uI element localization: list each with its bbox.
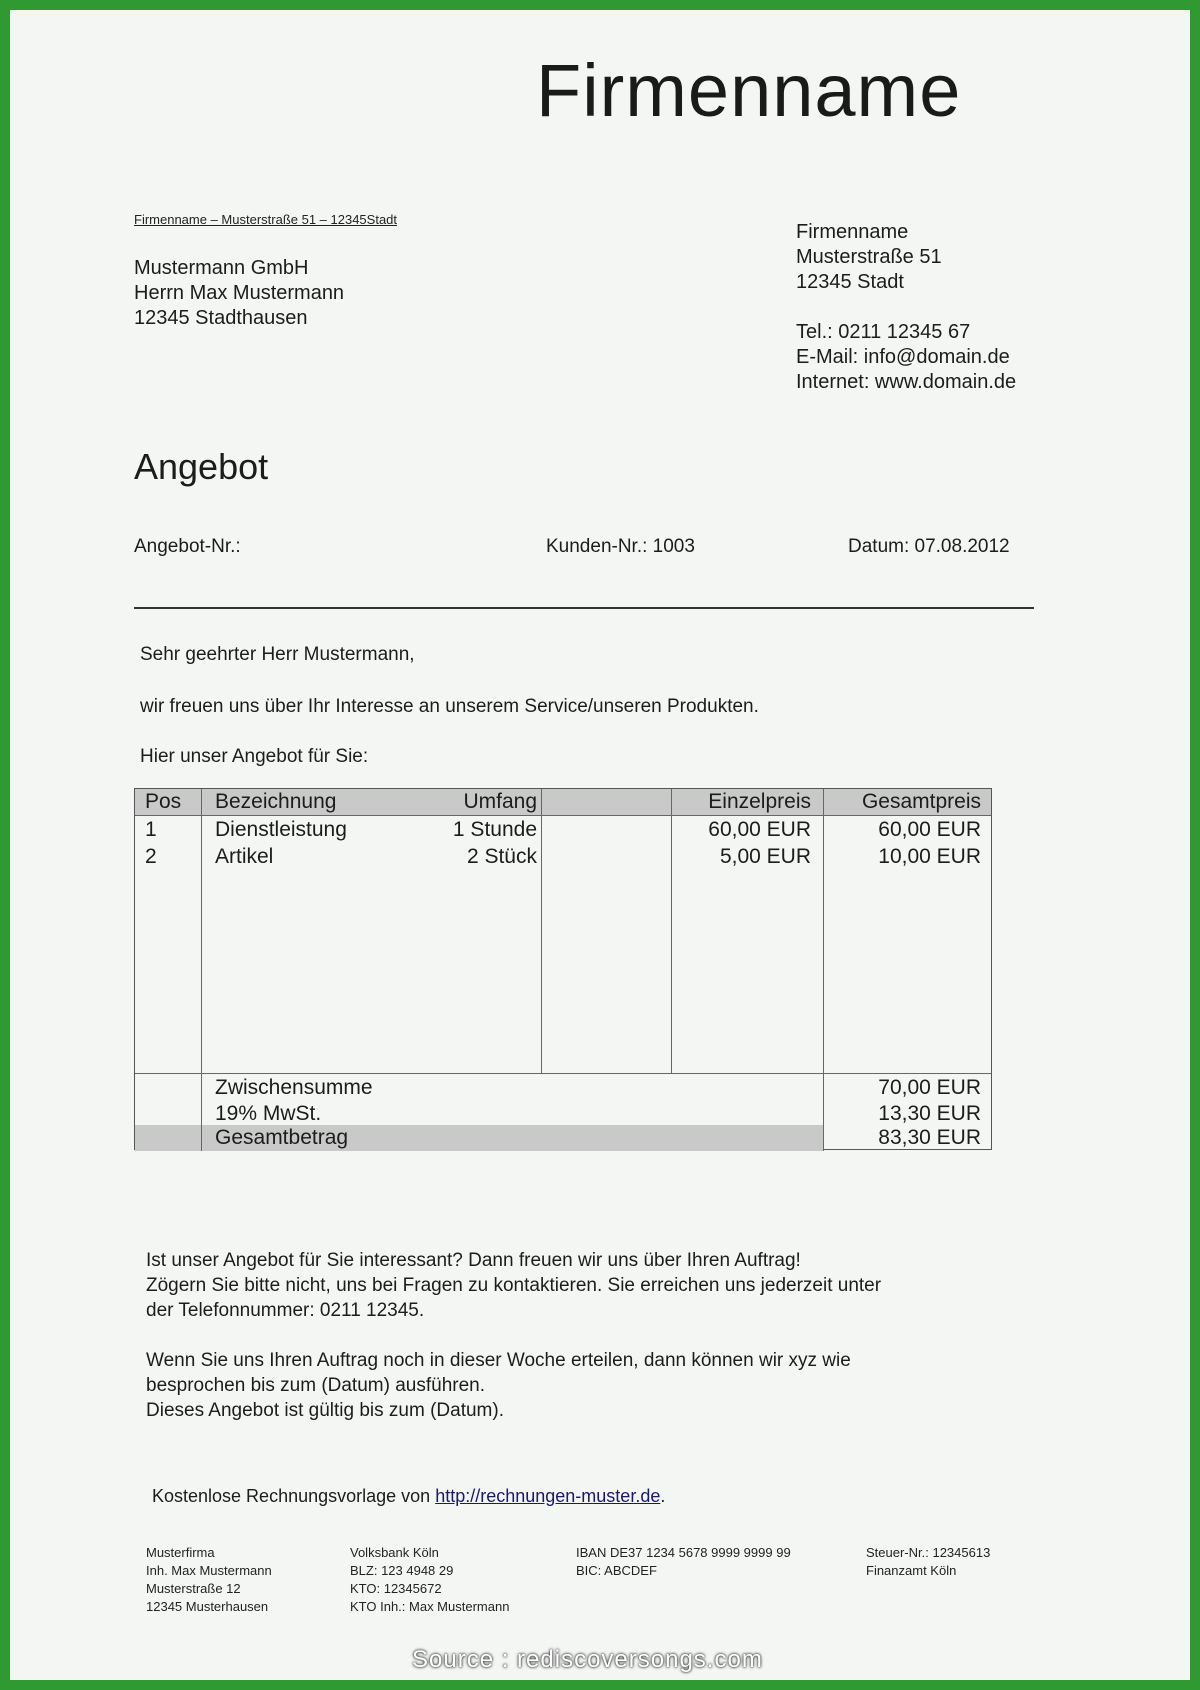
company-address-line: Musterstraße 51 xyxy=(796,246,942,268)
company-email: E-Mail: info@domain.de xyxy=(796,346,1010,368)
total-label: Gesamtbetrag xyxy=(215,1126,349,1149)
footer-company xyxy=(146,1544,272,1616)
credit-link[interactable]: http://rechnungen-muster.de xyxy=(435,1486,661,1506)
row-divider xyxy=(135,1073,991,1074)
customer-number: Kunden-Nr.: 1003 xyxy=(546,536,695,557)
offer-table xyxy=(134,788,992,1150)
document-title: Angebot xyxy=(134,446,269,487)
company-contact xyxy=(796,320,1016,395)
footer-line: KTO: 12345672 xyxy=(350,1581,442,1596)
column-divider xyxy=(201,789,202,1151)
offer-intro: Hier unser Angebot für Sie: xyxy=(140,746,369,767)
company-phone: Tel.: 0211 12345 67 xyxy=(796,321,971,343)
table-header-umfang: Umfang xyxy=(463,790,537,813)
credit-text: Kostenlose Rechnungsvorlage von xyxy=(152,1486,431,1506)
salutation: Sehr geehrter Herr Mustermann, xyxy=(140,644,415,665)
tax-label: 19% MwSt. xyxy=(215,1102,322,1125)
company-title: Firmenname xyxy=(536,49,962,132)
intro-text: wir freuen uns über Ihr Interesse an unserem Service/unseren Produkten. xyxy=(140,696,759,717)
footer-line: IBAN DE37 1234 5678 9999 9999 99 xyxy=(576,1545,791,1560)
table-cell-gesamtpreis: 10,00 EUR xyxy=(878,845,981,868)
offer-number: Angebot-Nr.: xyxy=(134,536,241,557)
footer-line: BLZ: 123 4948 29 xyxy=(350,1563,454,1578)
divider xyxy=(134,607,1034,609)
closing-line: Wenn Sie uns Ihren Auftrag noch in dieser Woche erteilen, dann können wir xyz wie xyxy=(146,1350,851,1371)
table-cell-bezeichnung: Artikel xyxy=(215,845,274,868)
recipient-address xyxy=(134,256,344,331)
closing-line: besprochen bis zum (Datum) ausführen. xyxy=(146,1375,485,1396)
closing-paragraph-2 xyxy=(146,1348,851,1423)
subtotal-value: 70,00 EUR xyxy=(878,1076,981,1099)
footer-bank xyxy=(350,1544,509,1616)
footer-iban xyxy=(576,1544,791,1580)
table-header-gesamtpreis: Gesamtpreis xyxy=(861,790,981,813)
table-header-bezeichnung: Bezeichnung xyxy=(215,790,337,813)
credit-end: . xyxy=(660,1486,666,1506)
footer-line: Musterstraße 12 xyxy=(146,1581,241,1596)
footer-line: Inh. Max Mustermann xyxy=(146,1563,272,1578)
footer-line: Steuer-Nr.: 12345613 xyxy=(866,1545,991,1560)
footer-line: Volksbank Köln xyxy=(350,1545,439,1560)
footer-line: Musterfirma xyxy=(146,1545,215,1560)
recipient-line: Mustermann GmbH xyxy=(134,257,309,279)
table-cell-umfang: 2 Stück xyxy=(466,845,537,868)
company-address-line: 12345 Stadt xyxy=(796,271,904,293)
tax-value: 13,30 EUR xyxy=(878,1102,981,1125)
closing-line: Dieses Angebot ist gültig bis zum (Datum). xyxy=(146,1400,504,1421)
column-divider xyxy=(823,789,824,1151)
footer-line: KTO Inh.: Max Mustermann xyxy=(350,1599,510,1614)
closing-line: Zögern Sie bitte nicht, uns bei Fragen zu kontaktieren. Sie erreichen uns jederzeit unter xyxy=(146,1275,882,1296)
closing-line: der Telefonnummer: 0211 12345. xyxy=(146,1300,425,1321)
table-header-einzelpreis: Einzelpreis xyxy=(708,790,811,813)
template-credit xyxy=(152,1486,665,1507)
subtotal-label: Zwischensumme xyxy=(215,1076,373,1099)
document-date: Datum: 07.08.2012 xyxy=(848,536,1010,557)
sender-return-line: Firmenname – Musterstraße 51 – 12345Stadt xyxy=(134,212,398,227)
footer-line: Finanzamt Köln xyxy=(866,1563,957,1578)
table-cell-pos: 1 xyxy=(145,818,157,841)
closing-paragraph-1 xyxy=(146,1248,881,1323)
footer-line: 12345 Musterhausen xyxy=(146,1599,269,1614)
table-cell-bezeichnung: Dienstleistung xyxy=(215,818,347,841)
company-website: Internet: www.domain.de xyxy=(796,371,1017,393)
company-address-line: Firmenname xyxy=(796,221,909,243)
row-divider xyxy=(135,815,991,816)
table-cell-gesamtpreis: 60,00 EUR xyxy=(878,818,981,841)
column-divider xyxy=(671,789,672,1073)
table-cell-einzelpreis: 5,00 EUR xyxy=(719,845,811,868)
table-cell-einzelpreis: 60,00 EUR xyxy=(708,818,811,841)
recipient-line: 12345 Stadthausen xyxy=(134,307,308,329)
recipient-line: Herrn Max Mustermann xyxy=(134,282,345,304)
table-header-pos: Pos xyxy=(145,790,182,813)
column-divider xyxy=(541,789,542,1073)
closing-line: Ist unser Angebot für Sie interessant? Dann freuen wir uns über Ihren Auftrag! xyxy=(146,1250,801,1271)
footer-tax xyxy=(866,1544,990,1580)
source-watermark: Source : rediscoversongs.com xyxy=(412,1646,763,1673)
company-address xyxy=(796,220,942,295)
table-cell-umfang: 1 Stunde xyxy=(452,818,537,841)
total-value: 83,30 EUR xyxy=(878,1126,981,1149)
table-cell-pos: 2 xyxy=(145,845,157,868)
footer-line: BIC: ABCDEF xyxy=(576,1563,657,1578)
